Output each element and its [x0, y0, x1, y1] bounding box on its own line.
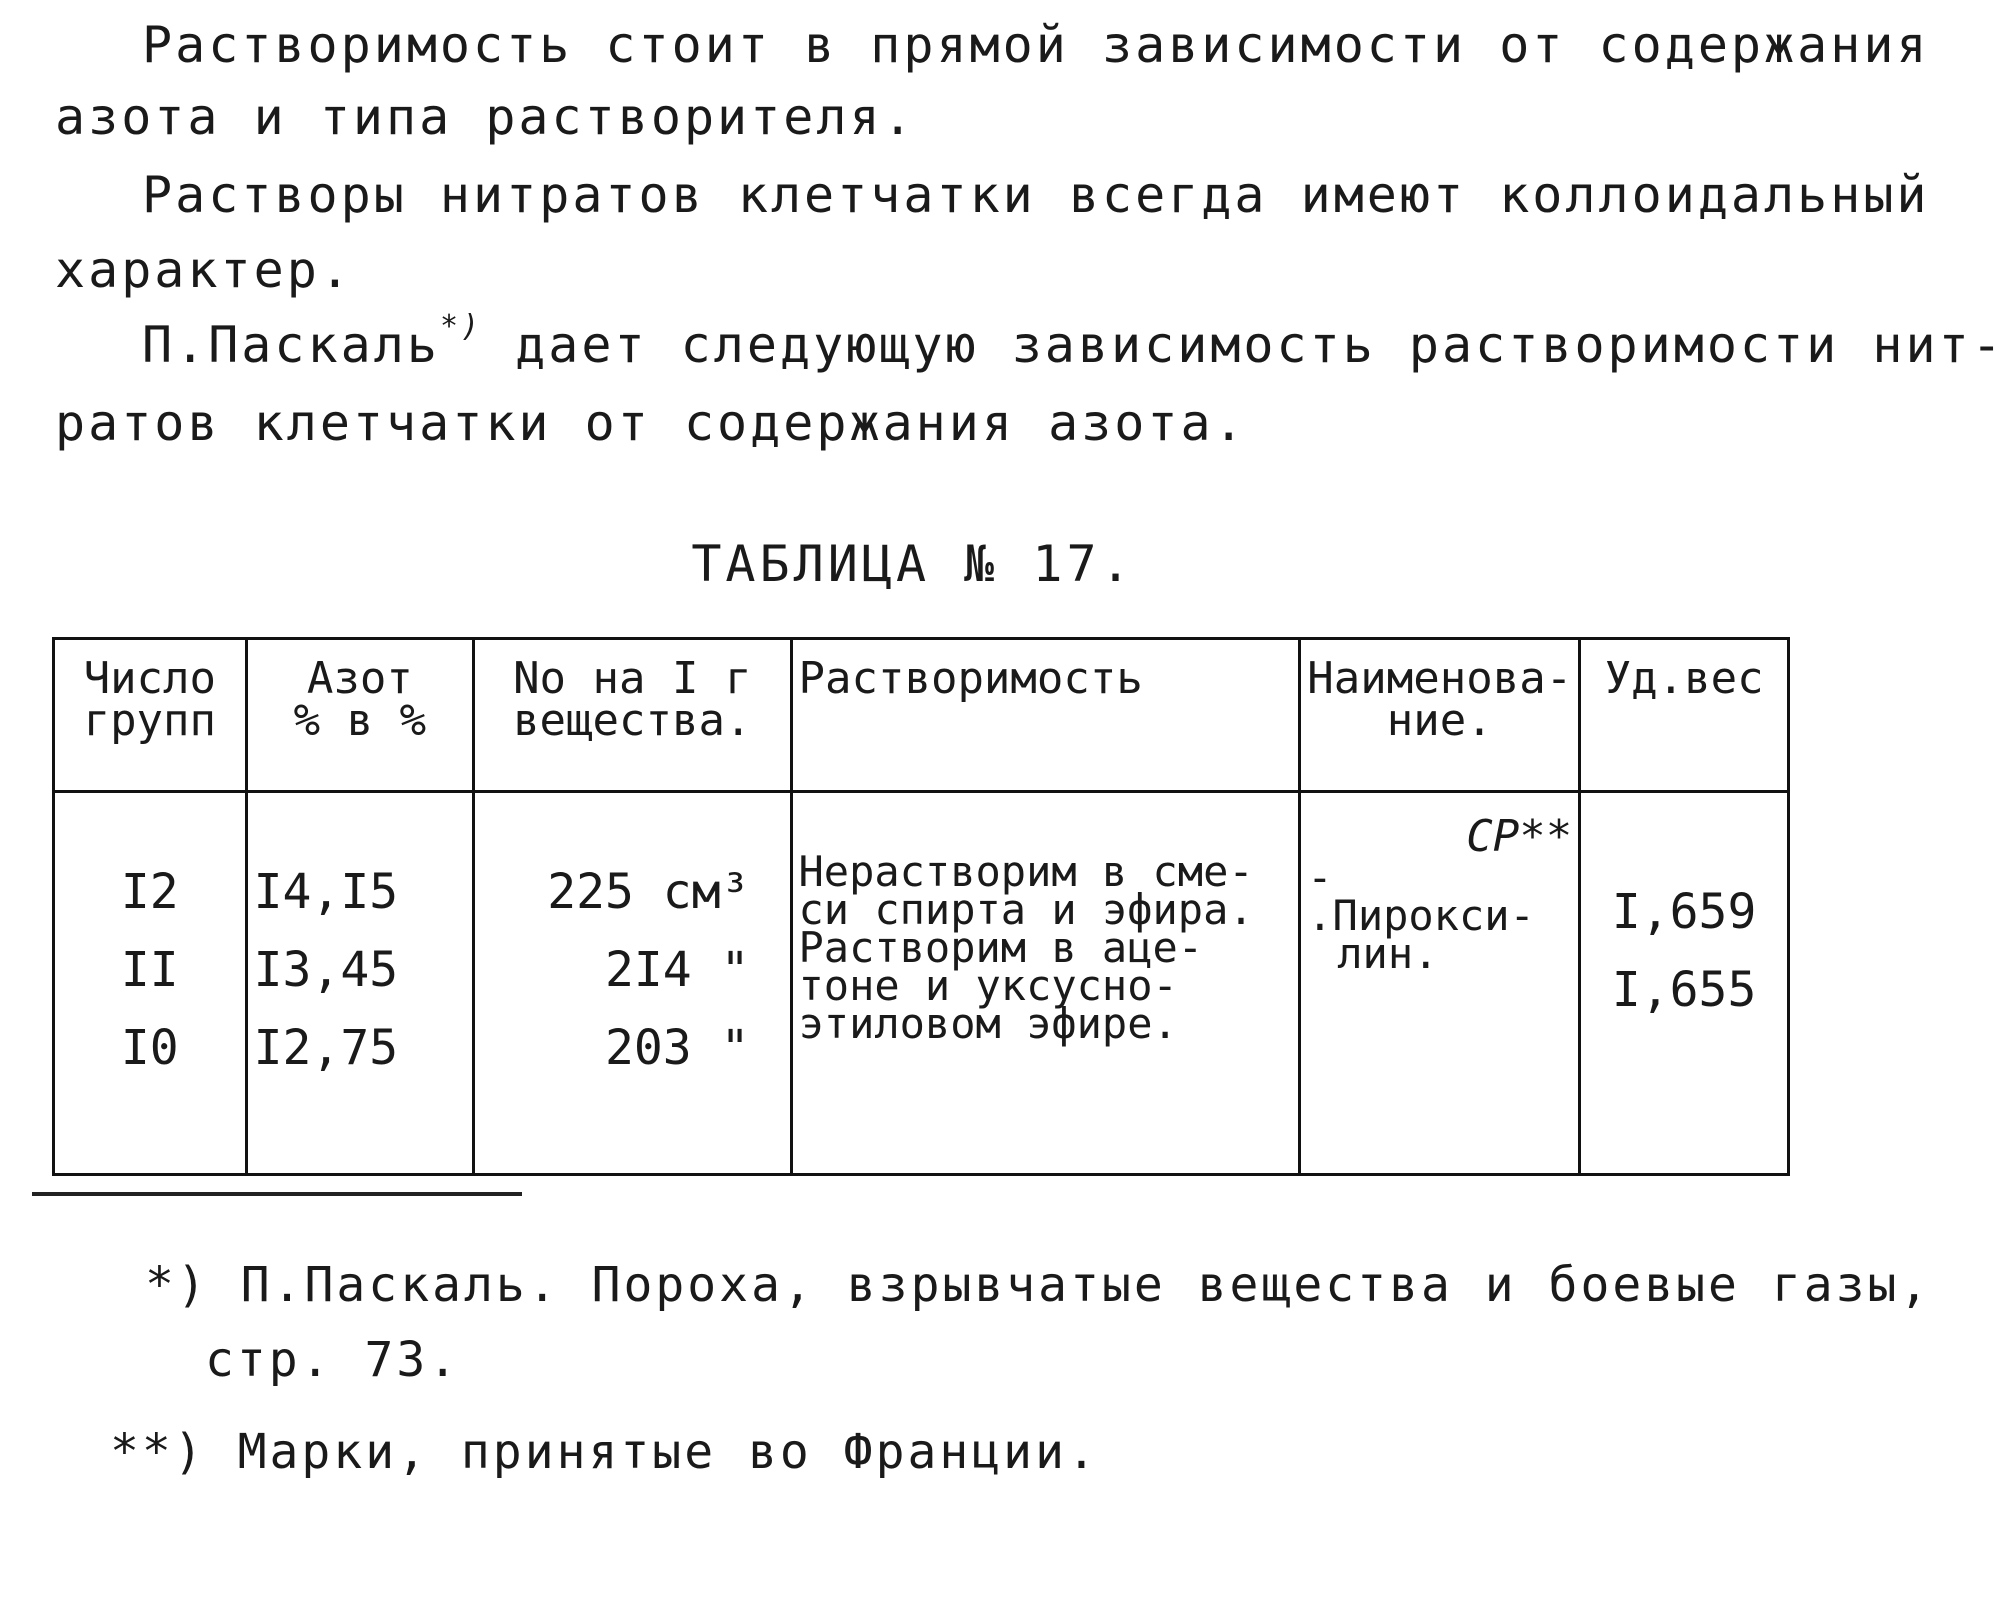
footnote-separator	[32, 1192, 522, 1196]
name-cell: CP** - .Пирокси- лин.	[1300, 792, 1580, 1175]
paragraph-3-line-1	[142, 309, 2005, 383]
table-title: ТАБЛИЦА № 17.	[691, 535, 1135, 593]
table-row	[54, 792, 1789, 1175]
handwritten-marks: CP**	[1466, 811, 1573, 862]
header-no: No на I г вещества.	[474, 639, 791, 792]
footnote-1-line-1: *) П.Паскаль. Пороха, взрывчатые вещества и боевые газы,	[145, 1257, 1932, 1313]
header-groups: Число групп	[54, 639, 247, 792]
footnote-reference: *)	[439, 309, 483, 344]
solubility-cell: Нерастворим в сме- си спирта и эфира. Растворим в аце- тоне и уксусно- этиловом эфире.	[791, 792, 1300, 1175]
paragraph-2-line-2: характер.	[55, 241, 353, 299]
paragraph-1-line-1: Растворимость стоит в прямой зависимости от содержания	[142, 16, 1930, 74]
author-name: П.Паскаль	[142, 316, 440, 374]
header-solubility: Растворимость	[791, 639, 1300, 792]
solubility-table	[52, 637, 1790, 1176]
specific-gravity-cell: I,659 I,655	[1580, 792, 1789, 1175]
paragraph-3-line-1-rest: дает следующую зависимость растворимости нит-	[482, 316, 2005, 374]
header-name: Наименова- ние.	[1300, 639, 1580, 792]
no-cell: 225 см³ 2I4 " 203 "	[474, 792, 791, 1175]
paragraph-3-line-2: ратов клетчатки от содержания азота.	[55, 394, 1247, 452]
header-nitrogen: Азот % в %	[246, 639, 473, 792]
footnote-2: **) Марки, принятые во Франции.	[110, 1424, 1099, 1480]
header-specific-gravity: Уд.вес	[1580, 639, 1789, 792]
table-header-row	[54, 639, 1789, 792]
paragraph-2-line-1: Растворы нитратов клетчатки всегда имеют коллоидальный	[142, 166, 1930, 224]
footnote-1-line-2: стр. 73.	[205, 1332, 461, 1388]
groups-cell: I2 II I0	[54, 792, 247, 1175]
paragraph-1-line-2: азота и типа растворителя.	[55, 88, 916, 146]
nitrogen-cell: I4,I5 I3,45 I2,75	[246, 792, 473, 1175]
